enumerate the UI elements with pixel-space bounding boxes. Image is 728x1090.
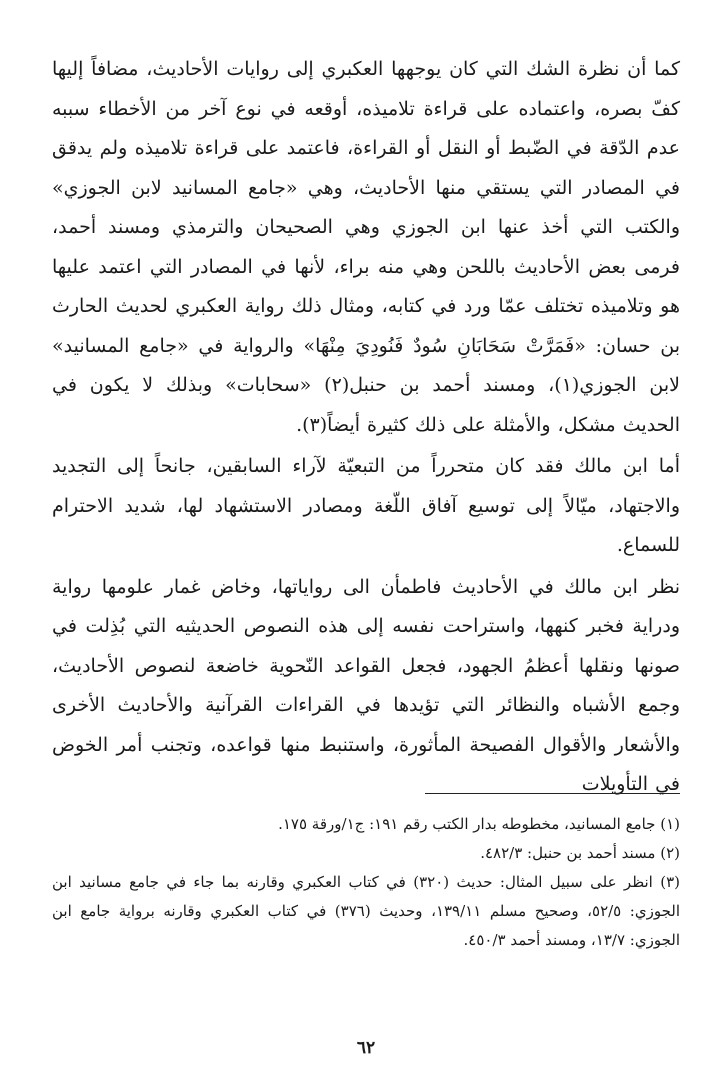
footnote-2: (٢) مسند أحمد بن حنبل: ٤٨٢/٣. bbox=[480, 844, 680, 862]
paragraph-2: أما ابن مالك فقد كان متحرراً من التبعيّة لآراء السابقين، جانحاً إلى التجديد والاجتهاد، ميّالاً إلى توسيع آفاق اللّغة ومصادر الاستشهاد لها، شديد الاحترام للسماع. bbox=[52, 455, 680, 556]
body-text bbox=[52, 50, 680, 805]
footnote-3: (٣) انظر على سبيل المثال: حديث (٣٢٠) في كتاب العكبري وقارنه بما جاء في جامع مسانيد ابن الجوزي: ٥٢/٥، وصحيح مسلم ١٣٩/١١، وحديث (٣٧٦) في كتاب العكبري وقارنه برواية جامع ابن الجوزي: ١٣/٧، ومسند أحمد ٤٥٠/٣. bbox=[52, 873, 681, 949]
footnotes bbox=[52, 810, 680, 955]
footnote-separator bbox=[425, 793, 680, 794]
paragraph-3: نظر ابن مالك في الأحاديث فاطمأن الى رواياتها، وخاض غمار علومها رواية ودراية فخبر كنهها، واستراحت نفسه إلى هذه النصوص الحديثيه التي بُذِلت في صونها ونقلها أعظمُ الجهود، فجعل القواعد النّحوية خاضعة لنصوص الأحاديث، وجمع الأشباه والنظائر التي تؤيدها في القراءات القرآنية والأحاديث الأخرى والأشعار والأقوال الفصيحة المأثورة، واستنبط منها قواعده، وتجنب أمر الخوض في التأويلات bbox=[52, 575, 680, 795]
book-page bbox=[52, 50, 681, 1058]
footnote-1: (١) جامع المسانيد، مخطوطه بدار الكتب رقم ١٩١: ج١/ورقة ١٧٥. bbox=[278, 815, 680, 833]
paragraph-1: كما أن نظرة الشك التي كان يوجهها العكبري إلى روايات الأحاديث، مضافاً إليها كفّ بصره، واعتماده على قراءة تلاميذه، أوقعه في نوع آخر من الأخطاء سببه عدم الدّقة في الضّبط أو النقل أو القراءة، فاعتمد على قراءة تلاميذه ولم يدقق في المصادر التي يستقي منها الأحاديث، وهي «جامع المسانيد لابن الجوزي» والكتب التي أخذ عنها ابن الجوزي وهي الصحيحان والترمذي ومسند أحمد، فرمى بعض الأحاديث باللحن وهي منه براء، لأنها في المصادر التي اعتمد عليها هو وتلاميذه تختلف عمّا ورد في كتابه، ومثال ذلك رواية العكبري لحديث الحارث بن حسان: «فَمَرَّتْ سَحَابَانِ سُودٌ فَنُودِيَ مِنْهَا» والرواية في «جامع المسانيد» لابن الجوزي(١)، ومسند أحمد بن حنبل(٢) «سحابات» وبذلك لا يكون في الحديث مشكل، والأمثلة على ذلك كثيرة أيضاً(٣). bbox=[52, 58, 681, 436]
page-number: ٦٢ bbox=[356, 1038, 376, 1058]
